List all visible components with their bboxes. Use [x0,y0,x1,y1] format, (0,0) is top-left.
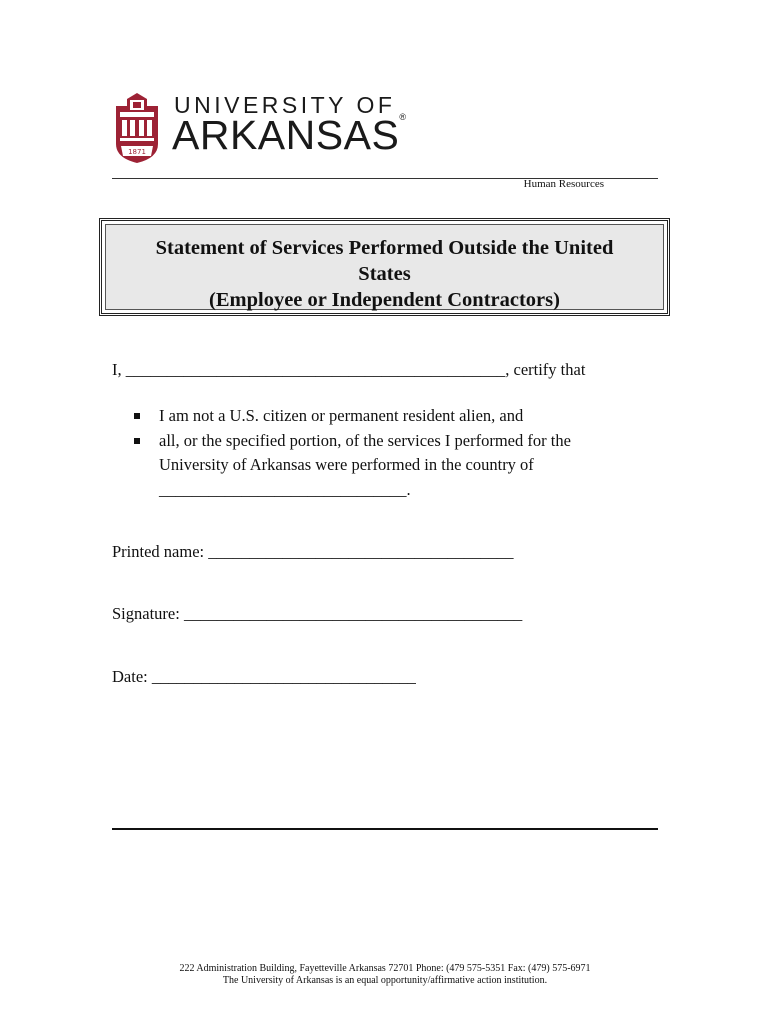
certify-statement [112,360,585,380]
signature-blank[interactable]: _________________________________________ [183,604,523,623]
certify-prefix: I, [112,360,122,379]
country-blank[interactable]: ______________________________. [159,479,411,499]
logo-line1: UNIVERSITY OF [174,92,396,118]
bullet-text-cont: University of Arkansas were performed in the country of [159,455,534,474]
date-label: Date: [112,667,148,686]
bullet-item [134,429,634,503]
printed-name-blank[interactable]: _____________________________________ [208,542,514,561]
certify-suffix: , certify that [505,360,586,379]
logo-line2 [172,112,406,159]
university-logo [112,92,407,164]
printed-name-label: Printed name: [112,542,205,561]
bullet-icon [134,438,140,444]
certification-bullets [134,404,634,502]
certify-name-blank[interactable]: ______________________________________________ [125,360,506,379]
title-line2: States [358,263,411,285]
old-main-tower-icon [112,92,162,164]
date-blank[interactable]: ________________________________ [151,667,416,686]
footer-address: 222 Administration Building, Fayetteville Arkansas 72701 Phone: (479 575-5351 Fax: (479) 575-6971 [179,963,591,974]
printed-name-field [112,542,513,562]
signature-field [112,604,522,624]
footer-statement: The University of Arkansas is an equal opportunity/affirmative action institution. [222,975,548,986]
bullet-item [134,404,634,429]
trademark-symbol: ® [399,112,407,122]
logo-wordmark: ARKANSAS [172,112,400,158]
seal-year: 1871 [128,148,146,156]
bullet-text: I am not a U.S. citizen or permanent resident alien, and [159,406,524,425]
department-name: Human Resources [523,178,604,190]
signature-label: Signature: [112,604,180,623]
title-box [99,218,670,316]
bullet-icon [134,413,140,419]
title-line3: (Employee or Independent Contractors) [209,289,560,311]
bullet-text: all, or the specified portion, of the services I performed for the [159,430,571,450]
footer-rule [112,828,658,830]
title-line1: Statement of Services Performed Outside the United [155,237,614,259]
date-field [112,667,416,687]
document-title [105,224,664,310]
